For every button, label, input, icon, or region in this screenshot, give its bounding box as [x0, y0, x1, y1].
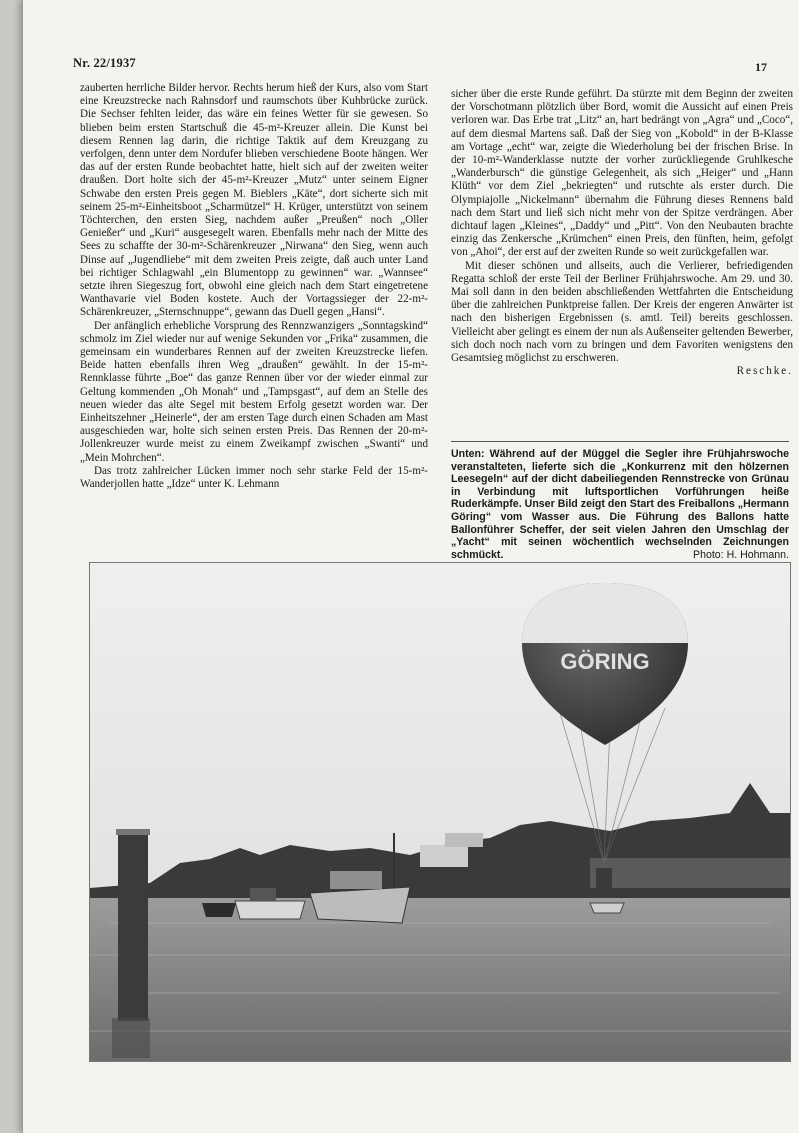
article-column-right [451, 88, 793, 378]
issue-number: Nr. 22/1937 [73, 56, 136, 70]
photo-credit: Photo: H. Hohmann. [693, 548, 789, 561]
balloon-photo [89, 562, 791, 1062]
paragraph: sicher über die erste Runde geführt. Da stürzte mit dem Beginn der zweiten der Vorschotmann plötzlich über Bord, womit die Aussicht auf einen Preis verloren war. Das Erbe trat „Litz“ an, hart bedrängt von „Agra“ und „Coco“, auf dem diesmal Martens saß. Daß der Sieg von „Kobold“ in der B-Klasse am Vortage „echt“ war, zeigte die Wiederholung bei der frischen Brise. In der 10-m²-Wanderklasse nutzte der vorher zurückliegende Gruhlkesche „Wanderbursch“ die günstige Gelegenheit, als sich „Heiger“ und „Hann Klüth“ vor dem Ziel „bekriegten“ und rutschte als erster durch. Die Olympiajolle „Nickelmann“ übernahm die Führung dieses Rennens bald nach dem Start und ließ sich nicht mehr von der Spitze verdrängen. Aber dichtauf lagen „Kleines“, „Daddy“ und „Pitt“. Von den Neubauten brachte einzig das Zenkersche „Krümchen“ einen Preis, den fünften, heim, gefolgt von „Ahoi“, der erst auf der zweiten Runde so weit zurückgefallen war. [451, 88, 793, 259]
paragraph: Der anfänglich erhebliche Vorsprung des Rennzwanzigers „Sonntagskind“ schmolz im Ziel wieder nur auf wenige Sekunden vor „Frika“ zusammen, die gemeinsam ein wunderbares Rennen auf der zweiten Kreuzstrecke liefen. Beide hatten ebenfalls ihren Weg „draußen“ gewählt. In der 15-m²-Rennklasse führte „Boe“ das ganze Rennen über vor der wieder einmal zur Geltung kommenden „Oh Monah“ und „Tampsgast“, auf dem an Stelle des neuen wieder das alte Segel mit bestem Erfolg gesetzt worden war. Der Einheitszehner „Heinerle“, der am ersten Tage durch einen Schaden am Mast ausgeschieden war, holte sich seinen ersten Preis. Das Rennen der 20-m²-Jollenkreuzer wurde meist zu einem Zweikampf zwischen „Swanti“ und „Mein Mohrchen“. [80, 319, 428, 464]
author-signature: Reschke. [736, 365, 793, 378]
article-column-left [80, 82, 428, 491]
balloon-lettering: GÖRING [560, 649, 650, 674]
page-number: 17 [755, 60, 767, 74]
paragraph: Das trotz zahlreicher Lücken immer noch sehr starke Feld der 15-m²-Wanderjollen hatte „Idze“ unter K. Lehmann [80, 464, 428, 491]
caption-divider [451, 441, 789, 442]
paragraph: zauberten herrliche Bilder hervor. Rechts herum hieß der Kurs, also vom Start eine Kreuzstrecke nach Rahnsdorf und raumschots über Kuhbrücke zurück. Die Sechser fehlten leider, das wäre ein feines Wetter für sie gewesen. So blieben beim ersten Startschuß die 45-m²-Kreuzer allein. Die Kunst bei diesem Rennen lag darin, die richtige Taktik auf dem Kreuzgang zu verfolgen, denn unter dem Nordufer blieben verschiedene Boote hängen. Wer das auf der ersten Runde beobachtet hatte, hielt sich auf der zweiten weiter draußen. Dort holte sich der 45-m²-Kreuzer „Mutz“ unter seinem Eigner Schwabe den ersten Preis gegen M. Bieblers „Käte“, dort sicherte sich mit seinem 25-m²-Einheitsboot „Scharmützel“ H. Krüger, unterstützt von seinem Töchterchen, den ersten Sieg, nachdem außer „Preußen“ noch „Oller Genießer“ und „Kuri“ ausgesegelt waren. Ebenfalls mehr nach der Mitte des Sees zu schaffte der 30-m²-Schärenkreuzer „Nirwana“ den Sieg, wenn auch Dinse auf „Jugendliebe“ mit dem zweiten Preis zeigte, daß auch unter Land bei richtiger Schlagwahl „ein Blumentopp zu gewinnen“ war. „Wannsee“ setzte ihren Siegeszug fort, obwohl eine gleich nach dem Start eingetretene Wanthavarie viel Boden kostete. Auch der Vortagssieger der 22-m²-Schärenkreuzer, „Sternschnuppe“, gewann das Duell gegen „Hansi“. [80, 82, 428, 319]
caption-text: Unten: Während auf der Müggel die Segler ihre Frühjahrswoche veranstalteten, lieferte sich die „Konkurrenz mit den hölzernen Leesegeln“ auf der dicht dabeiliegenden Rennstrecke von Grünau in Verbindung mit luftsportlichen Vorführungen heiße Ruderkämpfe. Unser Bild zeigt den Start des Freiballons „Hermann Göring“ vom Wasser aus. Die Führung des Ballons hatte Ballonführer Scheffer, der seit vielen Jahren den Umschlag der „Yacht“ mit seinen wöchentlich wechselnden Zeichnungen schmückt. [451, 448, 789, 561]
photo-caption [451, 448, 789, 561]
paragraph: Mit dieser schönen und allseits, auch die Verlierer, befriedigenden Regatta schloß der erste Teil der Berliner Frühjahrswoche. Am 29. und 30. Mai soll dann in den beiden abschließenden Wettfahrten die Entscheidung über die zahlreichen Punktpreise fallen. Der Kreis der engeren Anwärter ist nach den bisherigen Ergebnissen (s. amtl. Teil) bereits geschlossen. Vielleicht aber gelingt es einem der nun als Außenseiter geltenden Bewerber, sich doch noch nach vorn zu bringen und dem Favoriten wenigstens den Gesamtsieg möglichst zu erschweren. [451, 259, 793, 365]
